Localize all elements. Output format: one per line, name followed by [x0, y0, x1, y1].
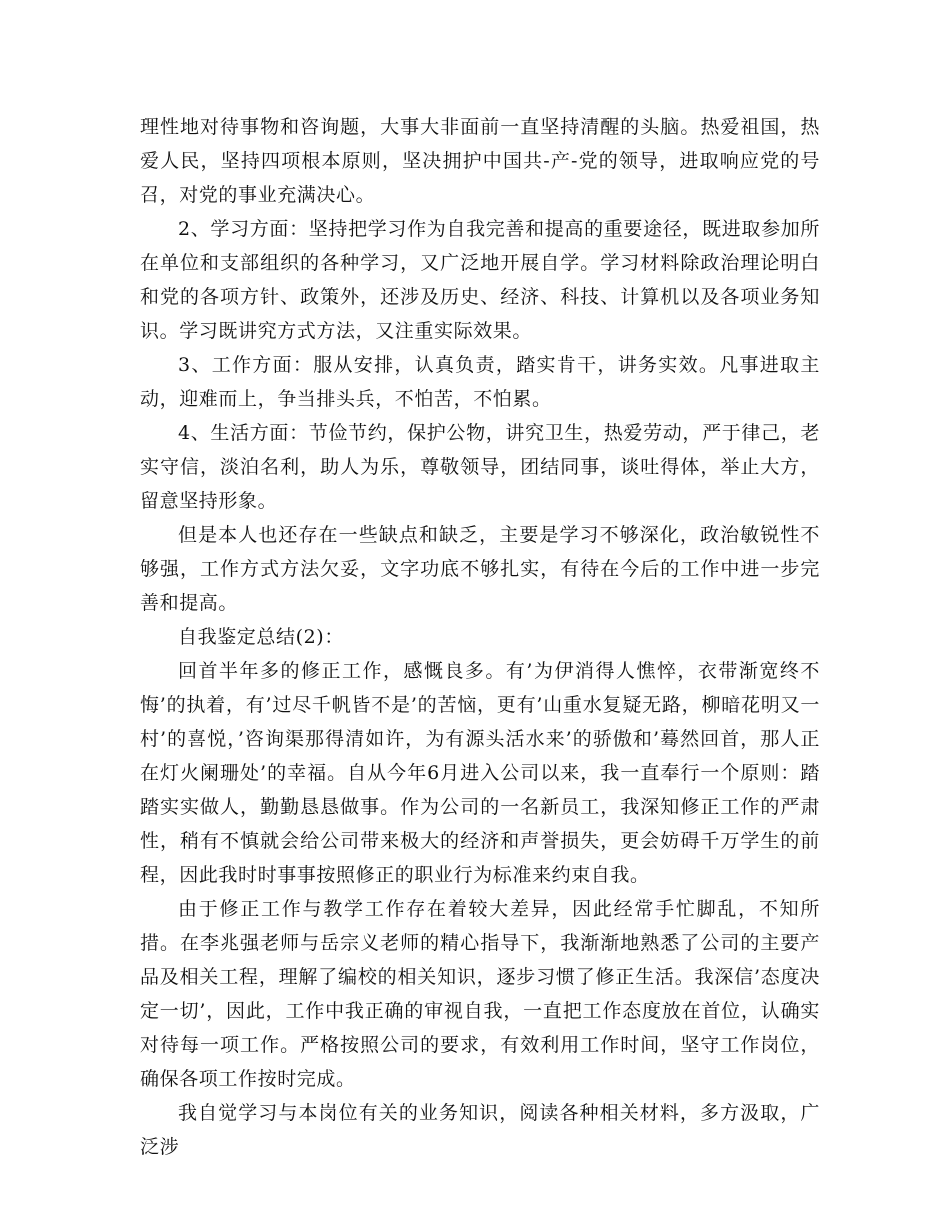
paragraph-work: 3、工作方面：服从安排，认真负责，踏实肯干，讲务实效。凡事进取主动，迎难而上，争当排头兵，不怕苦，不怕累。	[140, 354, 820, 410]
paragraph-shortcomings: 但是本人也还存在一些缺点和缺乏，主要是学习不够深化，政治敏锐性不够强，工作方式方法欠妥，文字功底不够扎实，有待在今后的工作中进一步完善和提高。	[140, 524, 820, 614]
section-heading: 自我鉴定总结(2)：	[178, 626, 344, 648]
paragraph-guidance: 由于修正工作与教学工作存在着较大差异，因此经常手忙脚乱，不知所措。在李兆强老师与岳宗义老师的精心指导下，我渐渐地熟悉了公司的主要产品及相关工程，理解了编校的相关知识，逐步习惯了修正生活。我深信’态度决定一切’，因此，工作中我正确的审视自我，一直把工作态度放在首位，认确实对待每一项工作。严格按照公司的要求，有效利用工作时间，坚守工作岗位，确保各项工作按时完成。	[140, 898, 820, 1090]
paragraph-review: 回首半年多的修正工作，感慨良多。有’为伊消得人憔悴，衣带渐宽终不悔’的执着，有’过尽千帆皆不是’的苦恼，更有’山重水复疑无路，柳暗花明又一村’的喜悦，’咨询渠那得清如许，为有源头活水来’的骄傲和’蓦然回首，那人正在灯火阑珊处’的幸福。自从今年6月进入公司以来，我一直奉行一个原则：踏踏实实做人，勤勤恳恳做事。作为公司的一名新员工，我深知修正工作的严肃性，稍有不慎就会给公司带来极大的经济和声誉损失，更会妨碍千万学生的前程，因此我时时事事按照修正的职业行为标准来约束自我。	[140, 660, 820, 886]
paragraph-life: 4、生活方面：节俭节约，保护公物，讲究卫生，热爱劳动，严于律己，老实守信，淡泊名利，助人为乐，尊敬领导，团结同事，谈吐得体，举止大方，留意坚持形象。	[140, 422, 820, 512]
paragraph-continuation: 理性地对待事物和咨询题，大事大非面前一直坚持清醒的头脑。热爱祖国，热爱人民，坚持四项根本原则，坚决拥护中国共-产-党的领导，进取响应党的号召，对党的事业充满决心。	[140, 116, 820, 206]
paragraph-self-study: 我自觉学习与本岗位有关的业务知识，阅读各种相关材料，多方汲取，广泛涉	[140, 1102, 820, 1158]
document-body	[140, 110, 820, 1164]
paragraph-study: 2、学习方面：坚持把学习作为自我完善和提高的重要途径，既进取参加所在单位和支部组织的各种学习，又广泛地开展自学。学习材料除政治理论明白和党的各项方针、政策外，还涉及历史、经济、科技、计算机以及各项业务知识。学习既讲究方式方法，又注重实际效果。	[140, 218, 820, 342]
